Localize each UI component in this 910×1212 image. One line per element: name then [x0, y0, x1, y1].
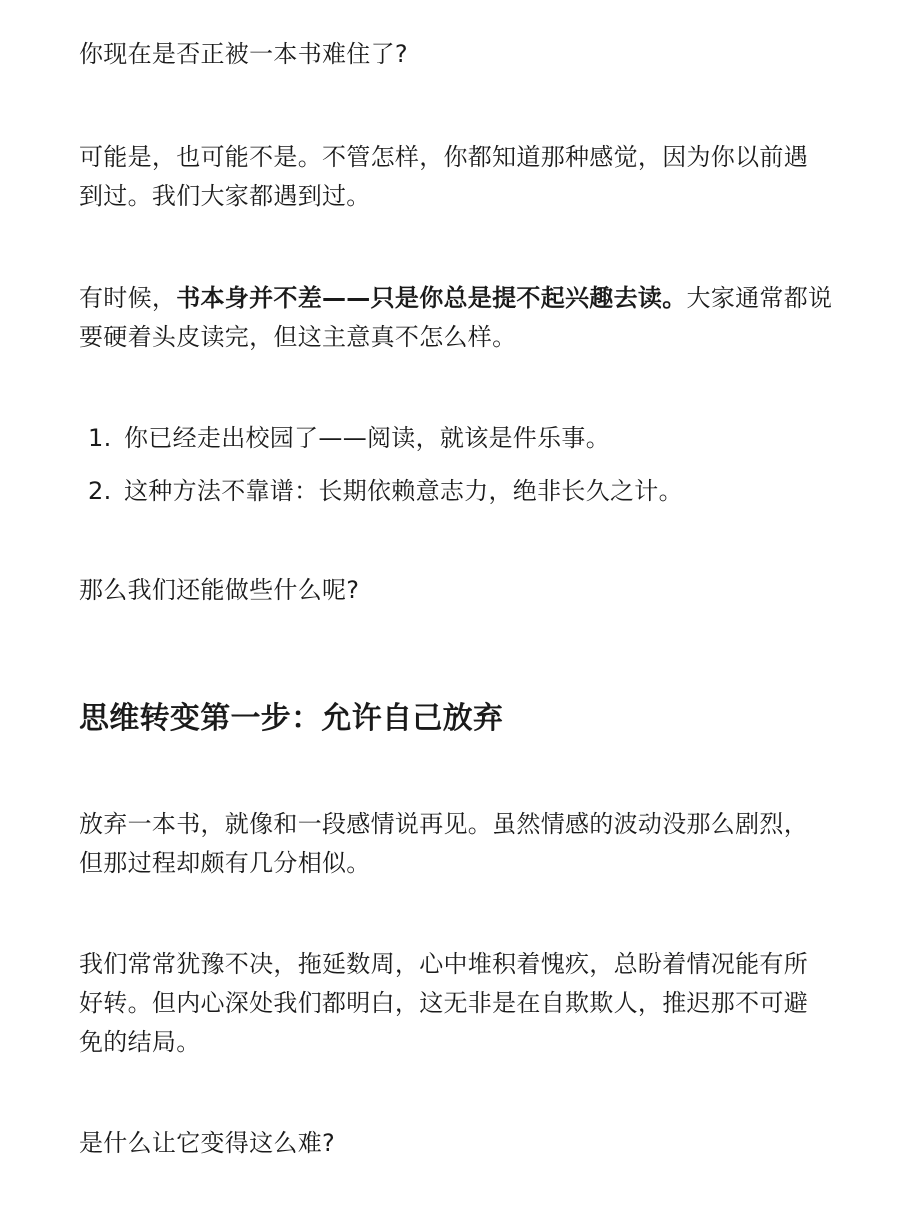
paragraph-give-up: 放弃一本书，就像和一段感情说再见。虽然情感的波动没那么剧烈，但那过程却颇有几分相似。 [79, 810, 808, 877]
list-item-text: 这种方法不靠谱：长期依赖意志力，绝非长久之计。 [124, 477, 683, 505]
list-item-number: 1. [88, 424, 112, 452]
paragraph-sometimes-lead: 有时候， [79, 284, 177, 312]
paragraph-intro-question: 你现在是否正被一本书难住了? [79, 40, 408, 68]
list-item-number: 2. [88, 477, 112, 505]
paragraph-sometimes-tail: 大家通常都说要硬着头皮读完，但这主意真不怎么样。 [79, 284, 833, 351]
section-heading: 思维转变第一步：允许自己放弃 [79, 701, 504, 736]
paragraph-sometimes [79, 279, 849, 357]
paragraph-sometimes-bold: 书本身并不差——只是你总是提不起兴趣去读。 [176, 284, 687, 312]
list-item-text: 你已经走出校园了——阅读，就该是件乐事。 [124, 424, 610, 452]
numbered-list [79, 419, 849, 525]
paragraph-why-hard: 是什么让它变得这么难? [79, 1129, 336, 1157]
paragraph-hesitate: 我们常常犹豫不决，拖延数周，心中堆积着愧疚，总盼着情况能有所好转。但内心深处我们都明白，这无非是在自欺欺人，推迟那不可避免的结局。 [79, 950, 808, 1056]
list-item [79, 419, 849, 472]
list-item [79, 472, 849, 525]
paragraph-what-else: 那么我们还能做些什么呢? [79, 576, 360, 604]
paragraph-maybe: 可能是，也可能不是。不管怎样，你都知道那种感觉，因为你以前遇到过。我们大家都遇到过。 [79, 143, 808, 210]
